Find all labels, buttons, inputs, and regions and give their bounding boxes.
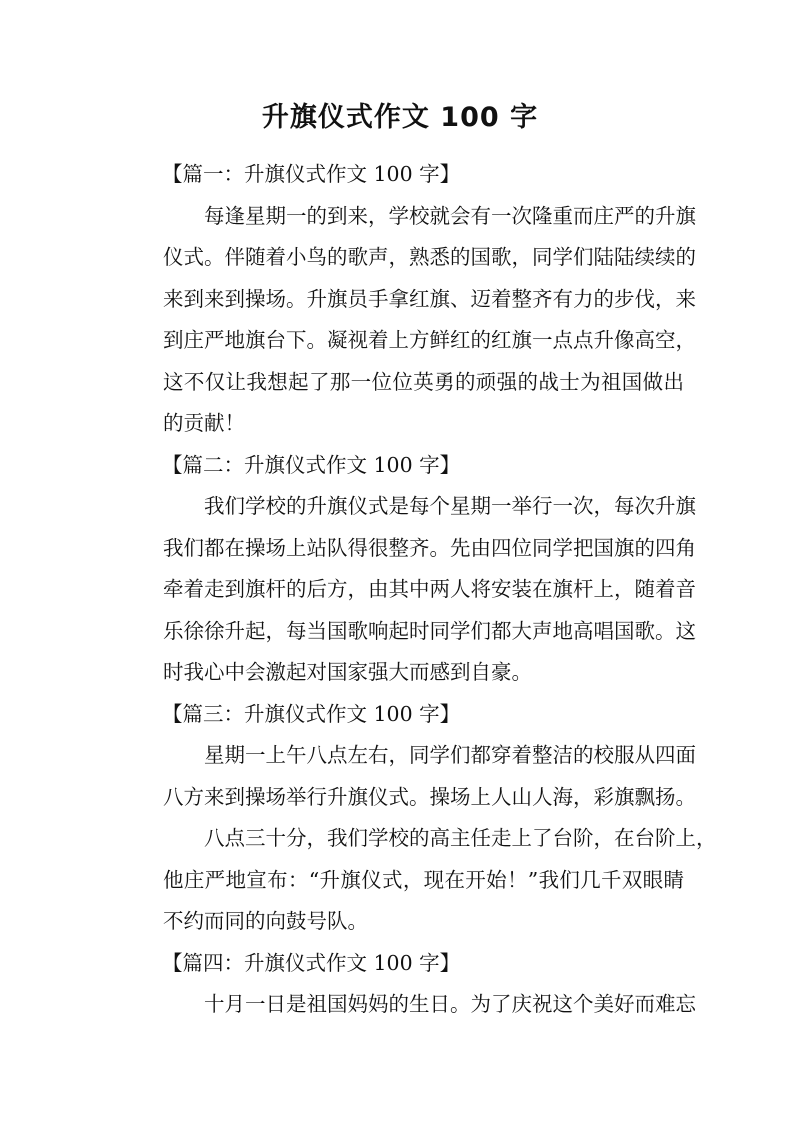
paragraph-line: 星期一上午八点左右，同学们都穿着整洁的校服从四面 bbox=[204, 743, 696, 767]
paragraph-line: 仪式。伴随着小鸟的歌声，熟悉的国歌，同学们陆陆续续的 bbox=[163, 245, 696, 269]
paragraph-line: 十月一日是祖国妈妈的生日。为了庆祝这个美好而难忘 bbox=[204, 992, 696, 1016]
paragraph-line: 八方来到操场举行升旗仪式。操场上人山人海，彩旗飘扬。 bbox=[163, 784, 696, 809]
section-2-paragraph-1 bbox=[122, 486, 696, 694]
section-4-paragraph-1 bbox=[122, 984, 696, 1026]
paragraph-line: 到庄严地旗台下。凝视着上方鲜红的红旗一点点升像高空， bbox=[163, 328, 696, 352]
paragraph-line: 的贡献！ bbox=[163, 411, 245, 435]
document-title: 升旗仪式作文 100 字 bbox=[261, 102, 539, 133]
section-heading-4: 【篇四：升旗仪式作文 100 字】 bbox=[162, 950, 461, 975]
paragraph-line: 每逢星期一的到来，学校就会有一次隆重而庄严的升旗 bbox=[204, 203, 696, 228]
paragraph-line: 八点三十分，我们学校的高主任走上了台阶，在台阶上， bbox=[204, 826, 717, 850]
paragraph-line: 不约而同的向鼓号队。 bbox=[163, 909, 368, 933]
section-3-paragraph-1 bbox=[122, 735, 696, 818]
paragraph-line: 来到来到操场。升旗员手拿红旗、迈着整齐有力的步伐，来 bbox=[163, 286, 696, 311]
document-body bbox=[122, 154, 717, 1026]
paragraph-line: 他庄严地宣布：“升旗仪式，现在开始！”我们几千双眼睛 bbox=[163, 867, 684, 892]
paragraph-line: 时我心中会激起对国家强大而感到自豪。 bbox=[163, 660, 532, 684]
section-3-paragraph-2 bbox=[122, 818, 717, 943]
section-heading-2: 【篇二：升旗仪式作文 100 字】 bbox=[162, 452, 461, 477]
section-1-paragraph-1 bbox=[122, 196, 696, 445]
paragraph-line: 牵着走到旗杆的后方，由其中两人将安装在旗杆上，随着音 bbox=[163, 577, 696, 601]
paragraph-line: 这不仅让我想起了那一位位英勇的顽强的战士为祖国做出 bbox=[163, 369, 684, 394]
paragraph-line: 乐徐徐升起，每当国歌响起时同学们都大声地高唱国歌。这 bbox=[163, 618, 696, 643]
paragraph-line: 我们都在操场上站队得很整齐。先由四位同学把国旗的四角 bbox=[163, 535, 696, 560]
section-heading-3: 【篇三：升旗仪式作文 100 字】 bbox=[162, 701, 461, 726]
section-heading-1: 【篇一：升旗仪式作文 100 字】 bbox=[162, 162, 461, 186]
paragraph-line: 我们学校的升旗仪式是每个星期一举行一次，每次升旗 bbox=[204, 494, 696, 518]
